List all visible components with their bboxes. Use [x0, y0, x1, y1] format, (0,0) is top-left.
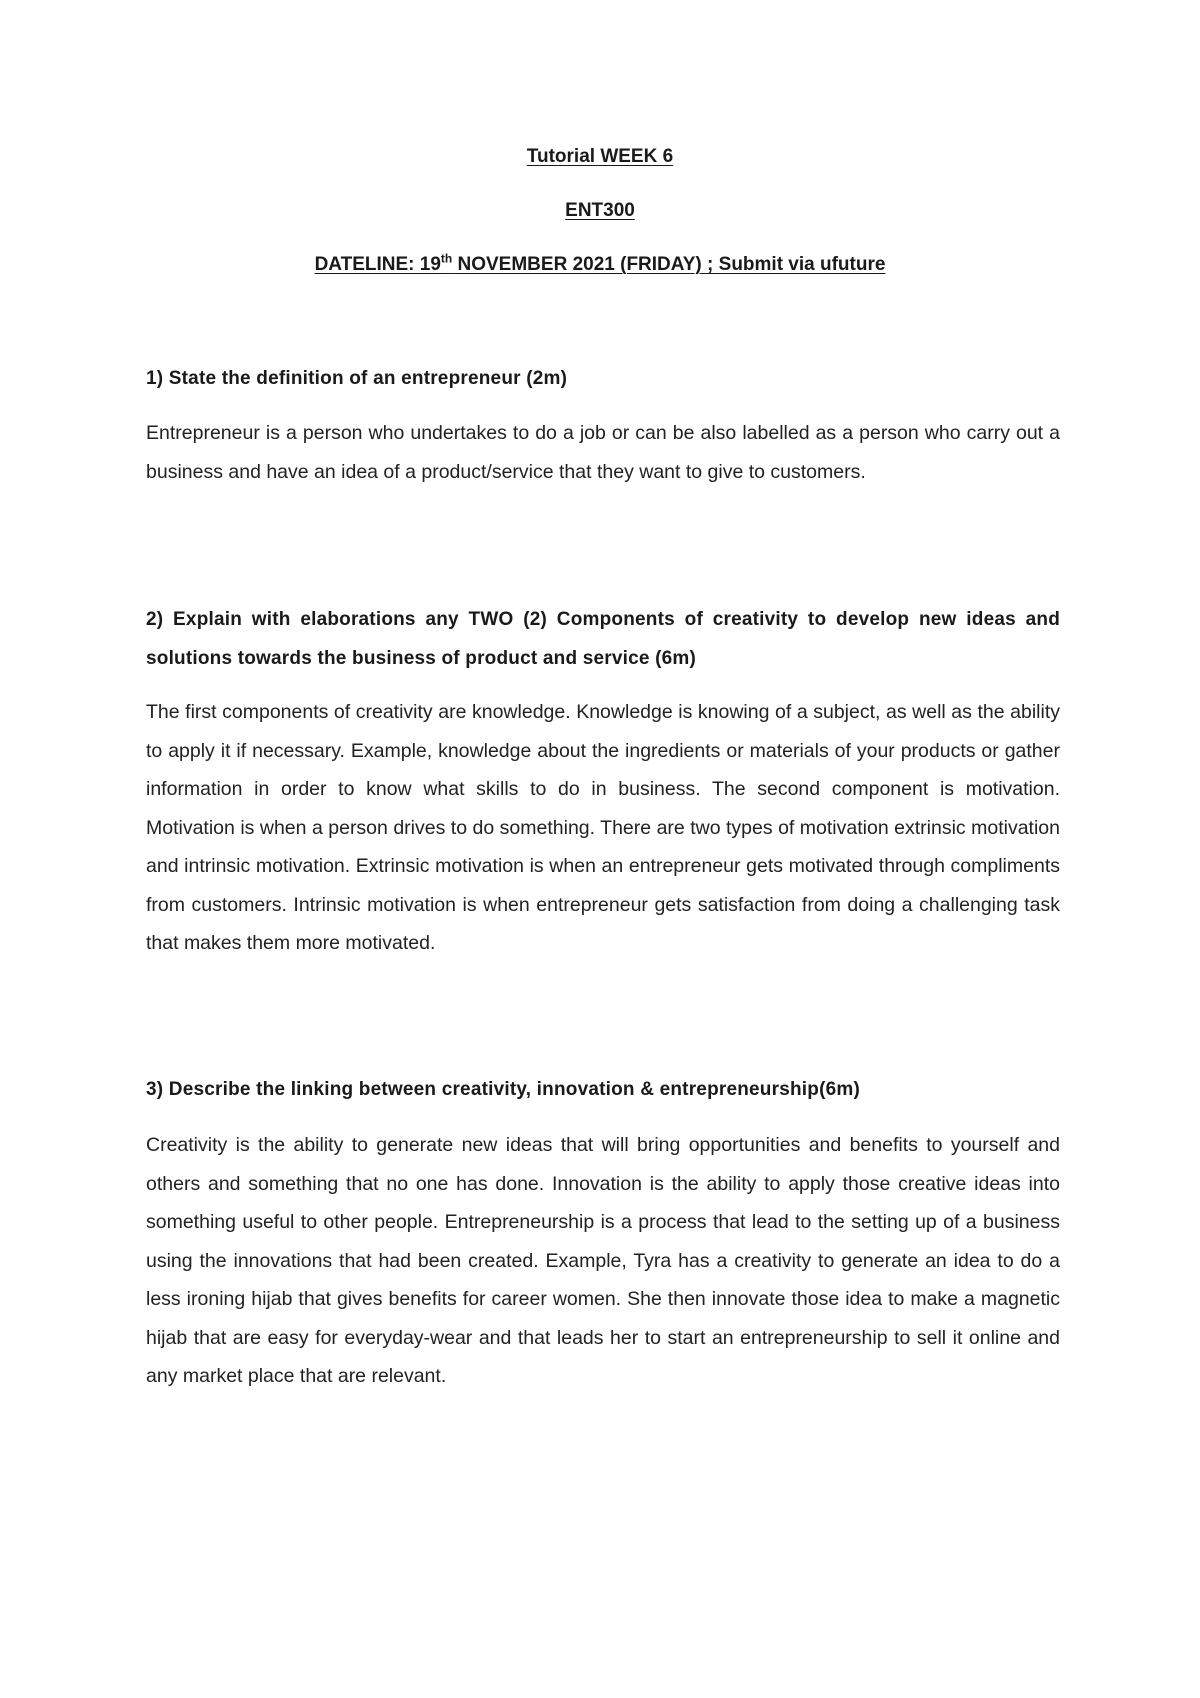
section-1-answer	[146, 414, 1060, 491]
dateline-suffix: NOVEMBER 2021 (FRIDAY) ; Submit via ufuture	[452, 254, 886, 275]
section-3	[146, 1071, 1060, 1110]
question-3: 3) Describe the linking between creativity, innovation & entrepreneurship(6m)	[146, 1079, 860, 1100]
document-title: Tutorial WEEK 6	[526, 146, 674, 167]
dateline	[0, 251, 1200, 276]
dateline-superscript: th	[440, 251, 453, 266]
answer-2: The first components of creativity are knowledge. Knowledge is knowing of a subject, as well as the ability to apply it if necessary. Example, knowledge about the ingredients or materials of your products or gather information in order to know what skills to do in business. The second component is motivation. Motivation is when a person drives to do something. There are two types of motivation extrinsic motivation and intrinsic motivation. Extrinsic motivation is when an entrepreneur gets motivated through compliments from customers. Intrinsic motivation is when entrepreneur gets satisfaction from doing a challenging task that makes them more motivated.	[146, 701, 1060, 954]
dateline-prefix: DATELINE: 19	[314, 254, 441, 275]
course-code: ENT300	[565, 200, 635, 221]
section-1	[146, 360, 1060, 399]
question-1: 1) State the definition of an entrepreneur (2m)	[146, 368, 568, 389]
question-2: 2) Explain with elaborations any TWO (2) Components of creativity to develop new ideas and solutions towards the business of product and service (6m)	[146, 609, 1060, 669]
answer-1: Entrepreneur is a person who undertakes to do a job or can be also labelled as a person who carry out a business and have an idea of a product/service that they want to give to customers.	[146, 422, 1060, 483]
section-2	[146, 601, 1060, 678]
section-3-answer	[146, 1126, 1060, 1396]
section-2-answer	[146, 693, 1060, 963]
answer-3: Creativity is the ability to generate new ideas that will bring opportunities and benefits to yourself and others and something that no one has done. Innovation is the ability to apply those creative ideas into something useful to other people. Entrepreneurship is a process that lead to the setting up of a business using the innovations that had been created. Example, Tyra has a creativity to generate an idea to do a less ironing hijab that gives benefits for career women. She then innovate those idea to make a magnetic hijab that are easy for everyday-wear and that leads her to start an entrepreneurship to sell it online and any market place that are relevant.	[146, 1134, 1060, 1387]
